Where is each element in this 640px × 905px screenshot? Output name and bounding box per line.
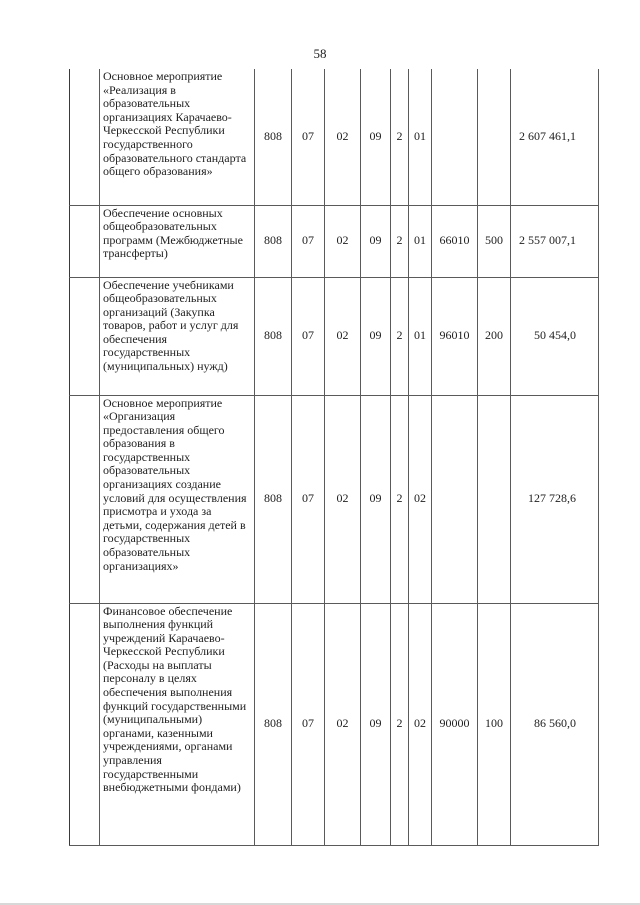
row-index-cell [70, 205, 100, 277]
budget-table [69, 69, 599, 846]
event-code-cell: 01 [409, 277, 432, 395]
section-code-cell: 07 [292, 603, 325, 845]
program-code-cell: 09 [361, 277, 391, 395]
event-code-cell: 01 [409, 69, 432, 205]
expense-type-cell [478, 395, 511, 603]
item-name-cell: Основное мероприятие «Реализация в образовательных организациях Карачаево-Черкесской Республики государственного образовательного стандарта общего образования» [100, 69, 255, 205]
program-code-cell: 09 [361, 205, 391, 277]
program-code-cell: 09 [361, 69, 391, 205]
table-row [70, 69, 599, 205]
subsection-code-cell: 02 [325, 395, 361, 603]
amount-cell: 2 607 461,1 [511, 69, 599, 205]
row-index-cell [70, 69, 100, 205]
expense-type-cell: 200 [478, 277, 511, 395]
amount-cell: 127 728,6 [511, 395, 599, 603]
item-name-cell: Обеспечение учебниками общеобразовательных организаций (Закупка товаров, работ и услуг для обеспечения государственных (муниципальных) нужд) [100, 277, 255, 395]
item-name-cell: Обеспечение основных общеобразовательных программ (Межбюджетные трансферты) [100, 205, 255, 277]
amount-cell: 86 560,0 [511, 603, 599, 845]
expense-type-cell [478, 69, 511, 205]
table-row [70, 277, 599, 395]
page-number: 58 [313, 46, 327, 61]
subsection-code-cell: 02 [325, 205, 361, 277]
ministry-code-cell: 808 [255, 205, 292, 277]
table-row [70, 395, 599, 603]
direction-code-cell: 90000 [432, 603, 478, 845]
subprogram-code-cell: 2 [391, 603, 409, 845]
event-code-cell: 02 [409, 395, 432, 603]
subsection-code-cell: 02 [325, 603, 361, 845]
section-code-cell: 07 [292, 205, 325, 277]
program-code-cell: 09 [361, 395, 391, 603]
table-row [70, 603, 599, 845]
subprogram-code-cell: 2 [391, 277, 409, 395]
subsection-code-cell: 02 [325, 69, 361, 205]
direction-code-cell: 66010 [432, 205, 478, 277]
table-row [70, 205, 599, 277]
direction-code-cell: 96010 [432, 277, 478, 395]
item-name-cell: Основное мероприятие «Организация предоставления общего образования в государственных образовательных организациях создание условий для осуществления присмотра и ухода за детьми, содержания детей в государственных образовательных организациях» [100, 395, 255, 603]
program-code-cell: 09 [361, 603, 391, 845]
section-code-cell: 07 [292, 395, 325, 603]
subsection-code-cell: 02 [325, 277, 361, 395]
item-name-cell: Финансовое обеспечение выполнения функций учреждений Карачаево-Черкесской Республики (Расходы на выплаты персоналу в целях обеспечения выполнения функций государственными (муниципальными) органами, казенными учреждениями, органами управления государственными внебюджетными фондами) [100, 603, 255, 845]
ministry-code-cell: 808 [255, 603, 292, 845]
subprogram-code-cell: 2 [391, 205, 409, 277]
amount-cell: 2 557 007,1 [511, 205, 599, 277]
direction-code-cell [432, 69, 478, 205]
subprogram-code-cell: 2 [391, 395, 409, 603]
expense-type-cell: 100 [478, 603, 511, 845]
section-code-cell: 07 [292, 69, 325, 205]
section-code-cell: 07 [292, 277, 325, 395]
ministry-code-cell: 808 [255, 277, 292, 395]
row-index-cell [70, 395, 100, 603]
row-index-cell [70, 277, 100, 395]
event-code-cell: 02 [409, 603, 432, 845]
expense-type-cell: 500 [478, 205, 511, 277]
ministry-code-cell: 808 [255, 69, 292, 205]
ministry-code-cell: 808 [255, 395, 292, 603]
direction-code-cell [432, 395, 478, 603]
amount-cell: 50 454,0 [511, 277, 599, 395]
row-index-cell [70, 603, 100, 845]
subprogram-code-cell: 2 [391, 69, 409, 205]
event-code-cell: 01 [409, 205, 432, 277]
